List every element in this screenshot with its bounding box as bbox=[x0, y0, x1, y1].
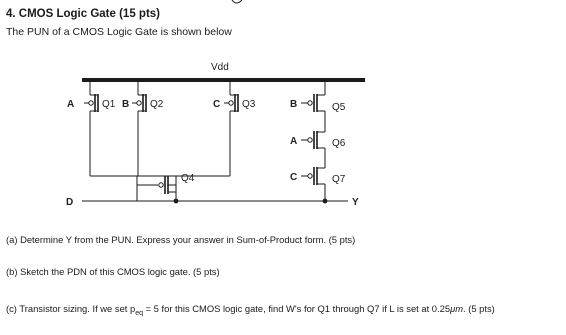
q4-label: Q4 bbox=[181, 173, 195, 184]
problem-intro: The PUN of a CMOS Logic Gate is shown below bbox=[6, 26, 232, 38]
q5-label: Q5 bbox=[332, 102, 346, 113]
junction-dot bbox=[323, 199, 328, 204]
q3-label: Q3 bbox=[242, 99, 256, 110]
question-c bbox=[6, 303, 495, 317]
question-c-mid: = 5 for this CMOS logic gate, find W's for Q1 through Q7 if L is set at 0.25 bbox=[143, 303, 451, 314]
q1-label: Q1 bbox=[102, 99, 116, 110]
q6-label: Q6 bbox=[332, 138, 346, 149]
output-y-label: Y bbox=[352, 197, 359, 208]
question-c-subscript: eq bbox=[135, 309, 143, 317]
q3-input: C bbox=[213, 99, 221, 110]
q5-input: B bbox=[290, 99, 298, 110]
question-c-unit: μm bbox=[450, 303, 464, 314]
problem-heading: 4. CMOS Logic Gate (15 pts) bbox=[6, 8, 160, 20]
q2-label: Q2 bbox=[150, 99, 164, 110]
node-d-label: D bbox=[66, 197, 74, 208]
question-b: (b) Sketch the PDN of this CMOS logic gate. (5 pts) bbox=[6, 266, 220, 277]
q7-input: C bbox=[290, 172, 298, 183]
vdd-label: Vdd bbox=[211, 62, 229, 73]
junction-dot bbox=[174, 199, 179, 204]
question-c-pre: (c) Transistor sizing. If we set p bbox=[6, 303, 136, 314]
q2-input: B bbox=[122, 99, 130, 110]
q1-input: A bbox=[67, 99, 75, 110]
cropped-glyph bbox=[232, 0, 242, 3]
q7-label: Q7 bbox=[332, 174, 346, 185]
q6-input: A bbox=[290, 136, 298, 147]
question-a: (a) Determine Y from the PUN. Express your answer in Sum-of-Product form. (5 pts) bbox=[6, 234, 356, 245]
question-c-post: . (5 pts) bbox=[463, 303, 495, 314]
